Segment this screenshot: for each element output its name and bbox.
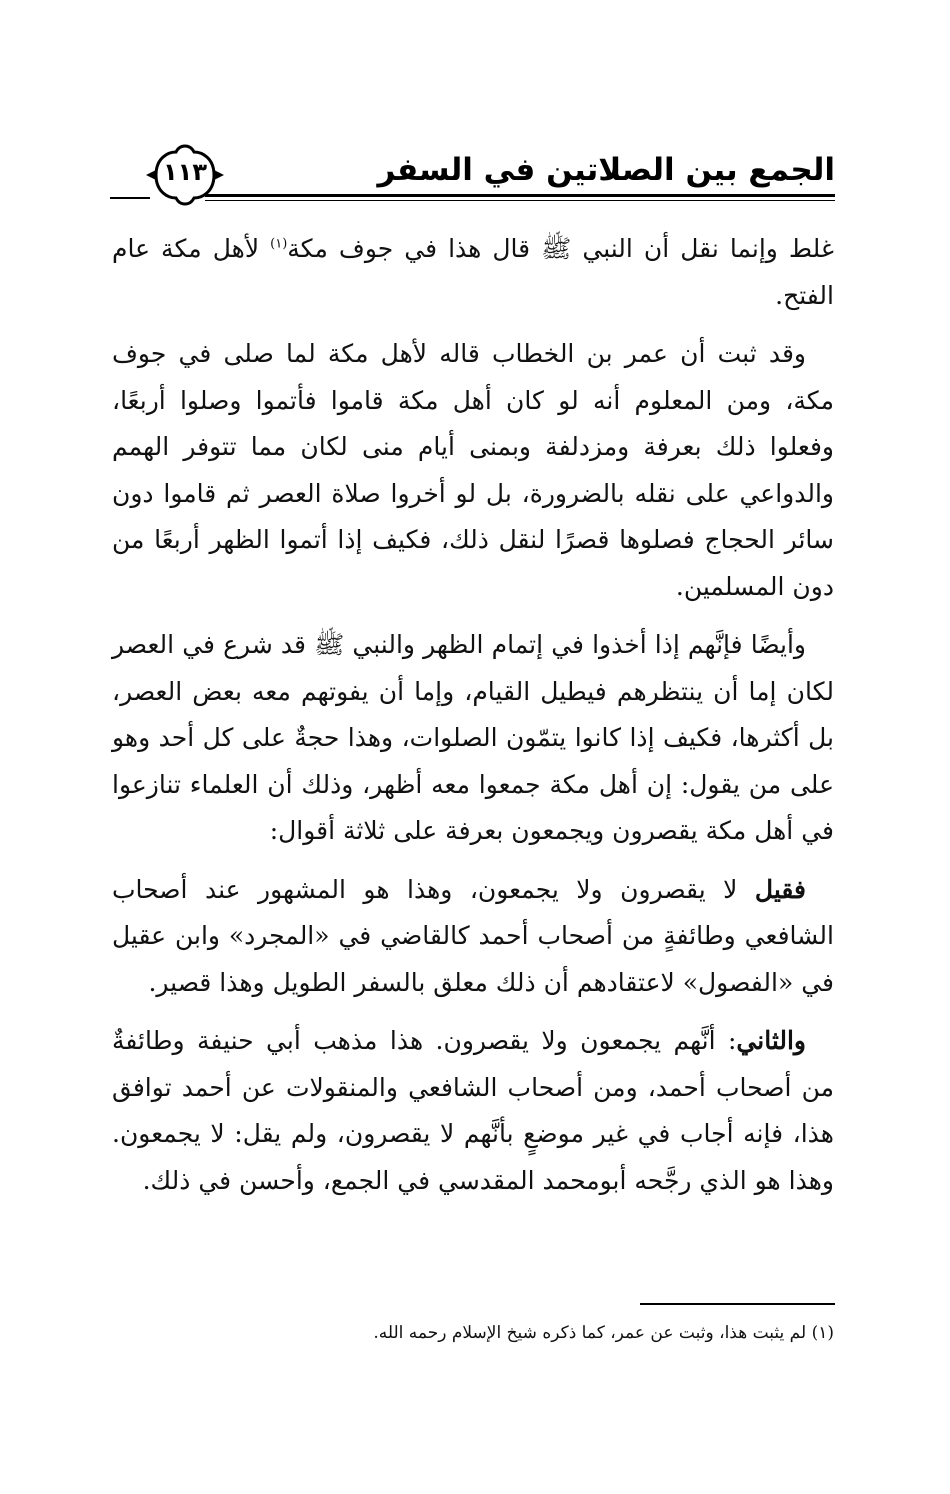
header-rule (205, 194, 835, 197)
paragraph-text: لأهل مكة عام الفتح. (112, 234, 834, 310)
footnote-rule (640, 1303, 835, 1305)
footnote-ref: (١) (270, 236, 288, 252)
paragraph-text: وأيضًا فإنَّهم إذا أخذوا في إتمام الظهر والنبي ﷺ قد شرع في العصر لكان إما أن ينتظرهم فيطيل القيام، وإما أن يفوتهم معه بعض العصر، بل أكثرها، فكيف إذا كانوا يتمّون الصلوات، وهذا حجةٌ على كل أحد وهو على من يقول: إن أهل مكة جمعوا معه أظهر، وذلك أن العلماء تنازعوا في أهل مكة يقصرون ويجمعون بعرفة على ثلاثة أقوال: (112, 630, 834, 845)
paragraph (112, 331, 834, 610)
paragraph (112, 1018, 834, 1204)
paragraph-lead: والثاني (736, 1026, 806, 1055)
paragraph-text: لا يقصرون ولا يجمعون، وهذا هو المشهور عند أصحاب الشافعي وطائفةٍ من أصحاب أحمد كالقاضي في «المجرد» وابن عقيل في «الفصول» لاعتقادهم أن ذلك معلق بالسفر الطويل وهذا قصير. (112, 874, 834, 997)
paragraph (112, 226, 834, 319)
paragraph-lead: فقيل (754, 874, 806, 904)
paragraph-text: غلط وإنما نقل أن النبي ﷺ قال هذا في جوف مكة (287, 234, 834, 263)
paragraph-text: : أنَّهم يجمعون ولا يقصرون. هذا مذهب أبي حنيفة وطائفةٌ من أصحاب أحمد، ومن أصحاب الشافعي والمنقولات عن أحمد توافق هذا، فإنه أجاب في غير موضعٍ بأنَّهم لا يقصرون، ولم يقل: لا يجمعون. وهذا هو الذي رجَّحه أبومحمد المقدسي في الجمع، وأحسن في ذلك. (112, 1026, 834, 1195)
page-header (110, 140, 835, 220)
page-number-badge (142, 140, 228, 210)
paragraph-text: وقد ثبت أن عمر بن الخطاب قاله لأهل مكة لما صلى في جوف مكة، ومن المعلوم أنه لو كان أهل مكة قاموا فأتموا وصلوا أربعًا، وفعلوا ذلك بعرفة ومزدلفة وبمنى أيام منى لكان مما تتوفر الهمم والدواعي على نقله بالضرورة، بل لو أخروا صلاة العصر ثم قاموا دون سائر الحجاج فصلوها قصرًا لنقل ذلك، فكيف إذا أتموا الظهر أربعًا من دون المسلمين. (112, 339, 834, 601)
page-number: ١١٣ (163, 158, 207, 186)
running-title: الجمع بين الصلاتين في السفر (377, 152, 835, 188)
header-rule-thin (205, 200, 835, 201)
footnote: (١) لم يثبت هذا، وثبت عن عمر، كما ذكره شيخ الإسلام رحمه الله. (373, 1323, 834, 1343)
paragraph (112, 867, 834, 1007)
main-text (112, 226, 834, 1216)
paragraph (112, 622, 834, 855)
